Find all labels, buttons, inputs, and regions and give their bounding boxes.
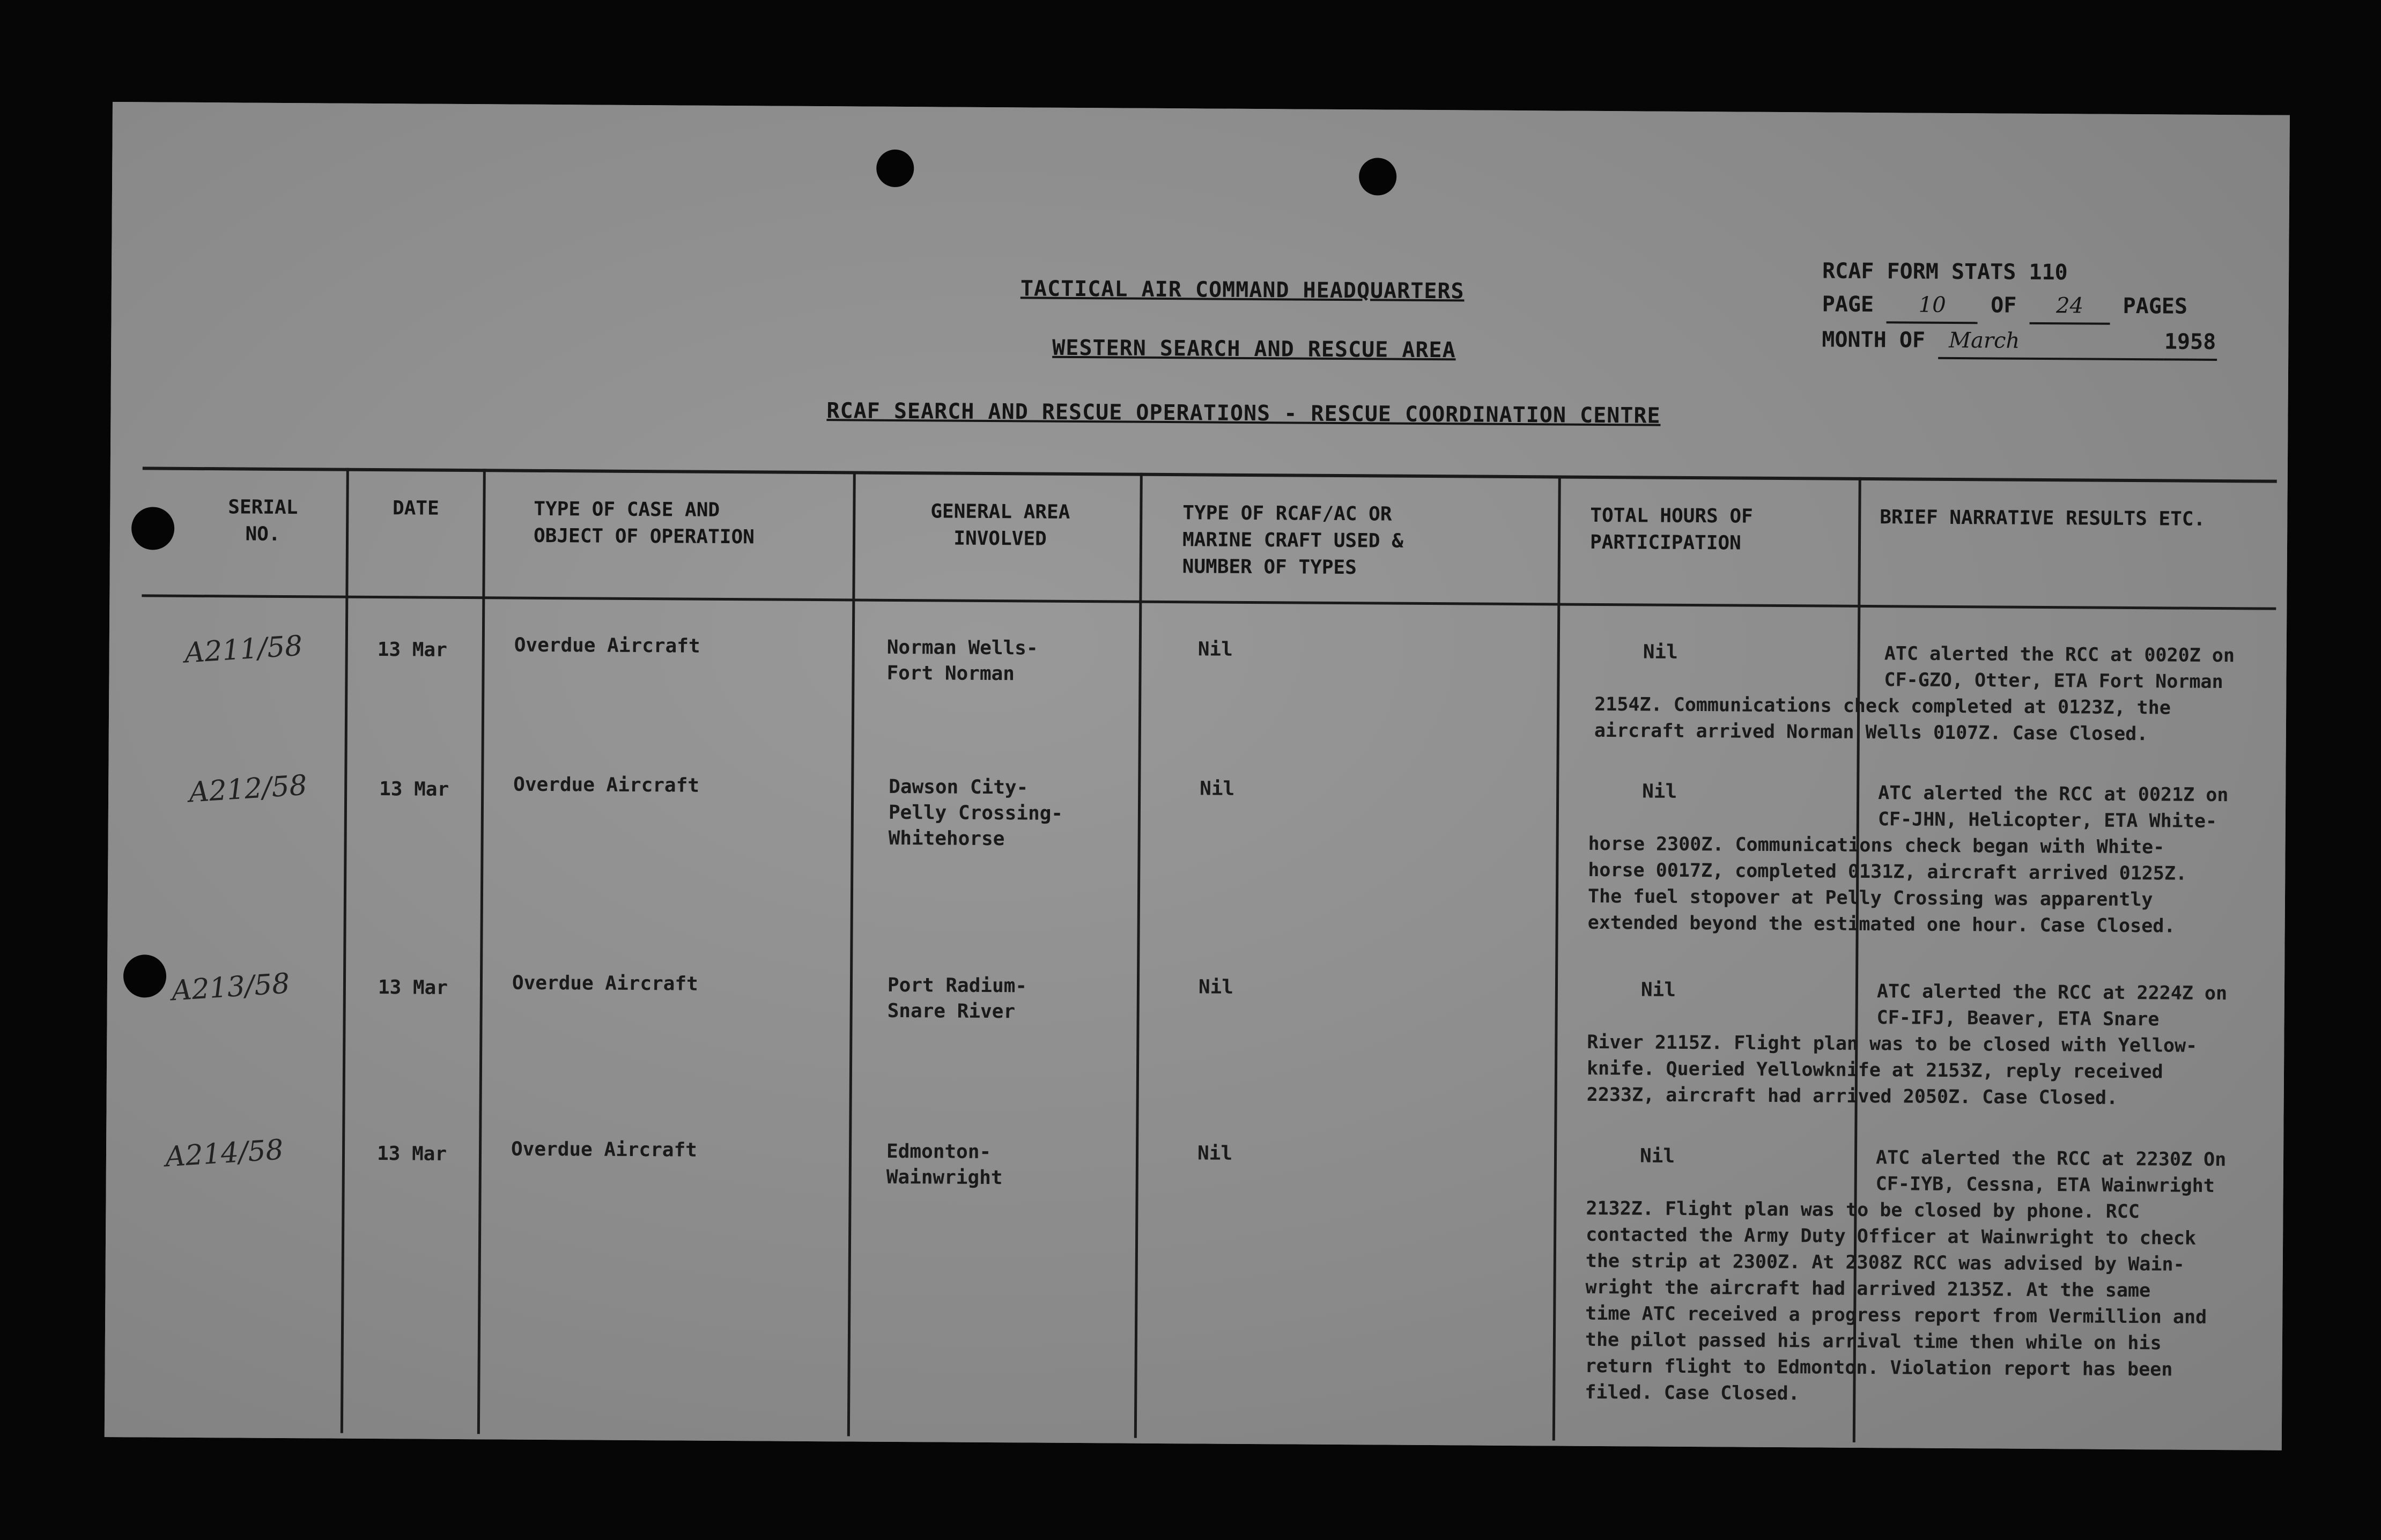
serial-number: A211/58 <box>183 630 304 670</box>
narrative-text <box>1594 639 2235 748</box>
hours-cell: Nil <box>1639 1145 1675 1167</box>
page-label: PAGE <box>1822 292 1874 317</box>
narrative-line: the strip at 2300Z. At 2308Z RCC was advised by Wain- <box>1585 1250 2185 1276</box>
column-header-case: TYPE OF CASE AND OBJECT OF OPERATION <box>533 498 755 549</box>
narrative-text <box>1588 779 2229 940</box>
form-title: RCAF FORM STATS 110 <box>1822 258 2068 285</box>
heading-operations: RCAF SEARCH AND RESCUE OPERATIONS - RESCUE COORDINATION CENTRE <box>826 398 1661 428</box>
month-value: March <box>1938 324 2163 361</box>
case-cell: Overdue Aircraft <box>513 773 700 797</box>
punch-hole <box>876 150 914 187</box>
area-cell: Edmonton- Wainwright <box>886 1140 1003 1189</box>
narrative-line: 2154Z. Communications check completed at 0123Z, the <box>1594 693 2171 719</box>
column-divider <box>341 468 349 1433</box>
narrative-line: return flight to Edmonton. Violation report has been <box>1585 1355 2173 1381</box>
serial-number: A212/58 <box>188 769 308 809</box>
narrative-line: filed. Case Closed. <box>1585 1381 1800 1405</box>
craft-cell: Nil <box>1200 778 1235 800</box>
column-header-narrative: BRIEF NARRATIVE RESULTS ETC. <box>1880 506 2206 530</box>
narrative-line: ATC alerted the RCC at 2230Z On <box>1875 1147 2227 1171</box>
narrative-line: 2233Z, aircraft had arrived 2050Z. Case Closed. <box>1586 1084 2118 1109</box>
craft-cell: Nil <box>1197 638 1233 661</box>
narrative-line: The fuel stopover at Pelly Crossing was apparently <box>1587 885 2153 911</box>
punch-hole <box>123 954 166 997</box>
craft-cell: Nil <box>1197 1142 1233 1165</box>
table-header-rule <box>142 594 2276 610</box>
column-header-date: DATE <box>392 497 439 520</box>
punch-hole <box>1359 158 1396 195</box>
month-line <box>1822 323 2217 360</box>
area-cell: Port Radium- Snare River <box>887 974 1027 1023</box>
table-top-rule <box>143 467 2277 483</box>
narrative-line: ATC alerted the RCC at 0020Z on <box>1884 643 2235 667</box>
narrative-cell <box>1585 1143 2226 1410</box>
narrative-line: ATC alerted the RCC at 0021Z on <box>1878 782 2229 806</box>
case-cell: Overdue Aircraft <box>512 972 698 995</box>
narrative-line: CF-IYB, Cessna, ETA Wainwright <box>1875 1173 2215 1197</box>
case-cell: Overdue Aircraft <box>514 634 700 657</box>
of-label: OF <box>1991 293 2017 318</box>
column-divider <box>847 471 856 1436</box>
narrative-line: knife. Queried Yellowknife at 2153Z, reply received <box>1586 1057 2163 1083</box>
month-label: MONTH OF <box>1822 327 1926 353</box>
narrative-cell <box>1587 977 2228 1112</box>
form-reference <box>1822 254 2217 360</box>
hours-cell: Nil <box>1640 979 1676 1001</box>
case-cell: Overdue Aircraft <box>511 1138 697 1161</box>
pages-label: PAGES <box>2123 293 2188 319</box>
narrative-line: time ATC received a progress report from Vermillion and <box>1585 1302 2207 1328</box>
area-cell: Norman Wells- Fort Norman <box>886 636 1038 685</box>
narrative-line: CF-IFJ, Beaver, ETA Snare <box>1876 1007 2160 1031</box>
column-header-serial: SERIAL NO. <box>228 496 298 545</box>
document-page <box>105 102 2290 1450</box>
narrative-line: horse 0017Z, completed 0131Z, aircraft arrived 0125Z. <box>1588 859 2187 885</box>
narrative-line: ATC alerted the RCC at 2224Z on <box>1876 981 2228 1005</box>
heading-area: WESTERN SEARCH AND RESCUE AREA <box>1052 335 1456 363</box>
narrative-line: CF-JHN, Helicopter, ETA White- <box>1877 809 2217 832</box>
hours-cell: Nil <box>1643 641 1678 663</box>
page-count-line <box>1822 287 2217 325</box>
narrative-line: horse 2300Z. Communications check began with White- <box>1588 833 2165 858</box>
narrative-line: extended beyond the estimated one hour. Case Closed. <box>1587 912 2176 937</box>
craft-cell: Nil <box>1198 976 1234 998</box>
column-divider <box>1552 475 1561 1440</box>
narrative-line: wright the aircraft had arrived 2135Z. At the same <box>1585 1276 2151 1302</box>
narrative-text <box>1587 977 2228 1112</box>
date-cell: 13 Mar <box>376 1143 447 1165</box>
narrative-line: CF-GZO, Otter, ETA Fort Norman <box>1884 669 2223 693</box>
narrative-text <box>1585 1143 2226 1410</box>
narrative-line: aircraft arrived Norman Wells 0107Z. Case Closed. <box>1594 720 2148 745</box>
serial-number: A214/58 <box>164 1134 285 1174</box>
narrative-cell <box>1594 639 2235 748</box>
narrative-line: contacted the Army Duty Officer at Wainwright to check <box>1586 1224 2197 1249</box>
date-cell: 13 Mar <box>377 639 447 661</box>
punch-hole <box>131 507 174 550</box>
page-number: 10 <box>1887 288 1978 324</box>
year-value: 1958 <box>2163 325 2217 361</box>
column-divider <box>1134 473 1143 1438</box>
narrative-line: 2132Z. Flight plan was to be closed by phone. RCC <box>1586 1197 2140 1223</box>
serial-number: A213/58 <box>171 967 291 1008</box>
area-cell: Dawson City- Pelly Crossing- Whitehorse <box>888 775 1063 850</box>
date-cell: 13 Mar <box>379 778 449 801</box>
narrative-line: the pilot passed his arrival time then while on his <box>1585 1329 2162 1354</box>
column-header-area: GENERAL AREA INVOLVED <box>930 500 1070 550</box>
column-divider <box>477 469 486 1434</box>
column-header-craft: TYPE OF RCAF/AC OR MARINE CRAFT USED & NUMBER OF TYPES <box>1182 502 1403 579</box>
hours-cell: Nil <box>1642 780 1677 803</box>
narrative-cell <box>1588 779 2229 940</box>
date-cell: 13 Mar <box>378 976 448 999</box>
heading-command: TACTICAL AIR COMMAND HEADQUARTERS <box>1020 276 1465 304</box>
narrative-line: River 2115Z. Flight plan was to be closed with Yellow- <box>1587 1031 2198 1057</box>
total-pages: 24 <box>2029 289 2110 325</box>
column-header-hours: TOTAL HOURS OF PARTICIPATION <box>1589 504 1753 554</box>
